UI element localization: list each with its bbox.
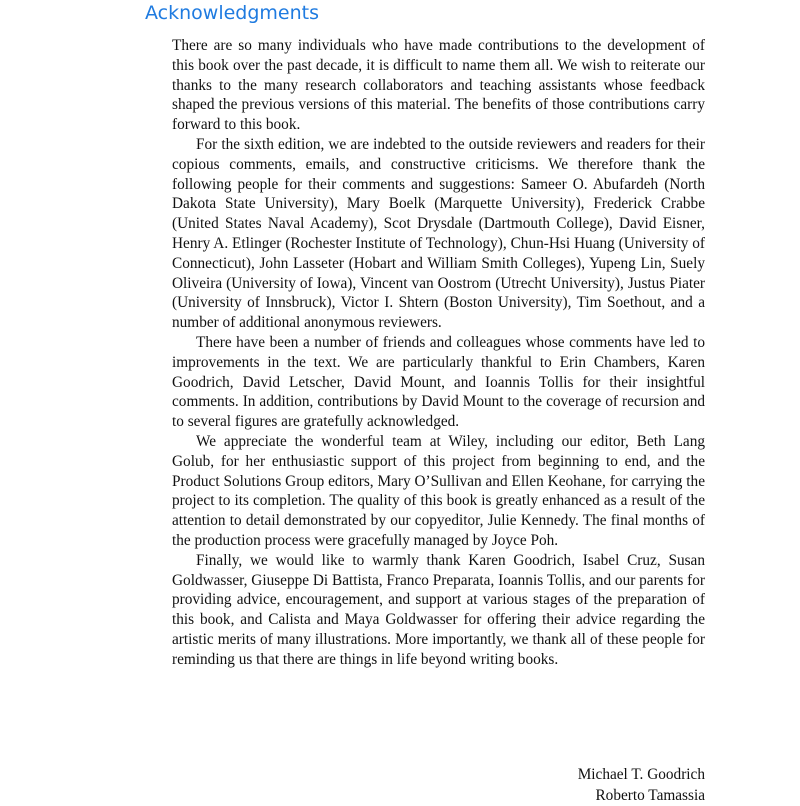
paragraph-intro: There are so many individuals who have made contributions to the development of this book over the past decade, it is difficult to name them all. We wish to reiterate our thanks to the many research collaborators and teaching assistants whose feedback shaped the previous versions of this material. The benefits of those contributions carry forward to this book. <box>172 37 705 134</box>
acknowledgments-body <box>172 36 705 670</box>
paragraph-colleagues: There have been a number of friends and colleagues whose comments have led to improvements in the text. We are particularly thankful to Erin Chambers, Karen Goodrich, David Letscher, David Mount, and Ioannis Tollis for their insightful comments. In addition, contributions by David Mount to the coverage of recursion and to several figures are gratefully acknowledged. <box>172 333 705 431</box>
paragraph-wiley-team: We appreciate the wonderful team at Wiley, including our editor, Beth Lang Golub, for her enthusiastic support of this project from beginning to end, and the Product Solutions Group editors, Mary O’Sullivan and Ellen Keohane, for carrying the project to its completion. The quality of this book is greatly enhanced as a result of the attention to detail demonstrated by our copyeditor, Julie Kennedy. The final months of the production process were gracefully managed by Joyce Poh. <box>172 432 705 549</box>
author-name: Roberto Tamassia <box>595 787 705 804</box>
paragraph-family: Finally, we would like to warmly thank Karen Goodrich, Isabel Cruz, Susan Goldwasser, Giuseppe Di Battista, Franco Preparata, Ioannis Tollis, and our parents for providing advice, encouragement, and support at various stages of the preparation of this book, and Calista and Maya Goldwasser for offering their advice regarding the artistic merits of many illustrations. More importantly, we thank all of these people for reminding us that there are things in life beyond writing books. <box>172 551 705 668</box>
paragraph-reviewers: For the sixth edition, we are indebted to the outside reviewers and readers for their copious comments, emails, and constructive criticisms. We therefore thank the following people for their comments and suggestions: Sameer O. Abufardeh (North Dakota State University), Mary Boelk (Marquette University), Frederick Crabbe (United States Naval Academy), Scot Drysdale (Dartmouth College), David Eisner, Henry A. Etlinger (Rochester Institute of Technology), Chun-Hsi Huang (University of Connecticut), John Lasseter (Hobart and William Smith Colleges), Yupeng Lin, Suely Oliveira (University of Iowa), Vincent van Oostrom (Utrecht University), Justus Piater (University of Innsbruck), Victor I. Shtern (Boston University), Tim Soethout, and a number of additional anonymous reviewers. <box>172 135 705 332</box>
page-heading: Acknowledgments <box>145 2 319 24</box>
author-name: Michael T. Goodrich <box>577 766 705 783</box>
